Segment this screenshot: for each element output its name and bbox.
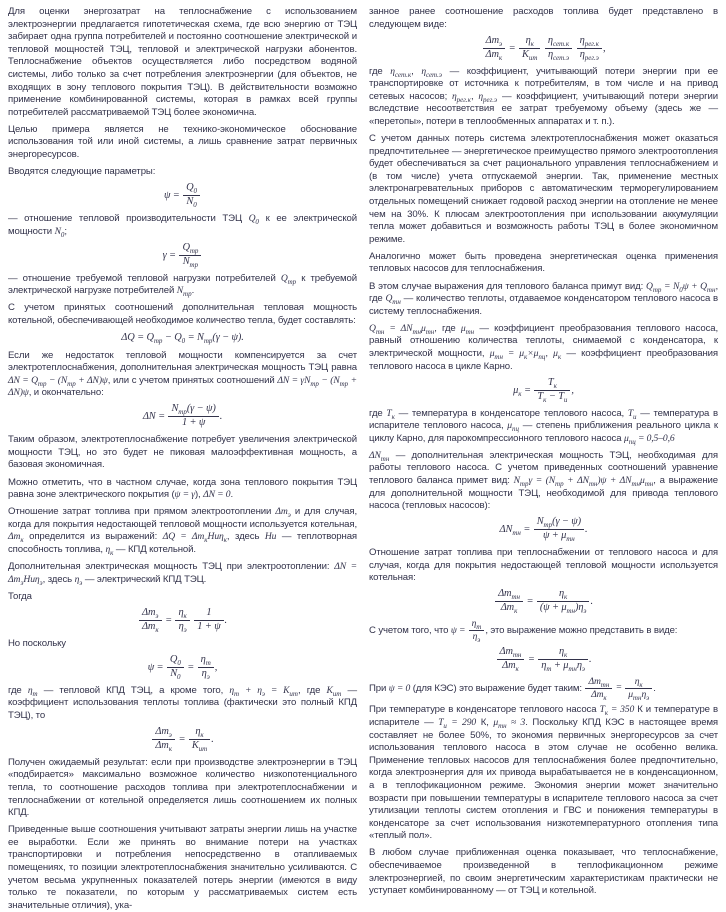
inline-math: $\eta_{сет.э}$ bbox=[421, 65, 442, 79]
fraction: $\frac{Q_0}{N_0}$ bbox=[167, 655, 184, 680]
fraction: $\frac{\Delta m_{тн}}{\Delta m_к}$ bbox=[495, 589, 523, 614]
inline-math: $\eta_{сет.к}$ bbox=[390, 65, 412, 79]
inline-math: $\Delta N = \gamma N_{тр} - (N_{тр} + \Delta N)\psi$ bbox=[8, 374, 358, 399]
paragraph: занное ранее соотношение расходов топлива будет представлено в следующем виде: bbox=[369, 6, 718, 30]
fraction: $\frac{\eta_к}{\eta_э}$ bbox=[175, 608, 189, 633]
inline-math: $\eta_э$ bbox=[74, 573, 83, 587]
inline-math: $\Delta N_{тн}$ bbox=[369, 449, 390, 463]
fraction: $\frac{Q_{тр}}{N_{тр}}$ bbox=[179, 243, 201, 268]
fraction: $\frac{T_к}{T_к - T_и}$ bbox=[534, 378, 570, 403]
fraction: $\frac{N_{тр}(\gamma - \psi)}{\psi + \mu_{тн}}$ bbox=[534, 517, 584, 542]
display-formula bbox=[8, 332, 357, 345]
inline-math: $\frac{\Delta m_э}{\Delta m_к}$ = $\frac{\eta_к}{K_{ит}}$ $\frac{\eta_{сет.к}}{\eta_{сет.э}}$ $\frac{\eta_{рег.к}}{\eta_{рег.э}}$ , bbox=[482, 43, 606, 54]
inline-math: $\frac{\Delta m_{тн}}{\Delta m_к}$ = $\frac{\eta_к}{\eta_т + \mu_{тн}\eta_э}$ . bbox=[496, 654, 592, 665]
inline-math: $\frac{\Delta m_{тн}}{\Delta m_к}$ = $\frac{\eta_к}{\mu_{тн}\eta_э}$ bbox=[584, 682, 653, 693]
paragraph: $Q_{тн} = \Delta N_{тн}\mu_{тн}$, где $\mu_{тн}$ — коэффициент преобразования теплового насоса, равный отношению количества теплоты, снимаемой с конденсатора, к электрической мощности, $\mu_{тн} = \mu_к\times\mu_{пц}$, $\mu_к$ — коэффициент преобразования теплового насоса в цикле Карно. bbox=[369, 322, 719, 372]
paragraph: Целью примера является не технико-экономическое обоснование использования той или иной системы, а лишь сравнение затрат первичных энергоресурсов. bbox=[8, 123, 357, 161]
paragraph: Вводятся следующие параметры: bbox=[8, 166, 156, 178]
paragraph: При температуре в конденсаторе теплового насоса $T_к = 350$ К и температуре в испарителе — $T_и = 290$ К, $\mu_{тн} \approx 3$. Поскольку КПД КЭС в настоящее время составляет не более 50%, то экономия первичных энергоресурсов за счет использования теплового насоса в этом случае не особенно велика. Применение тепловых насосов для теплоснабжения более предпочтительно, когда электроэнергия для их привода вырабатывается не в конденсационном, а в теплофикационном режиме. Экономия энергии может значительно возрасти при повышении температуры в испарителе теплового насоса за счет утилизации теплоты систем отопления и ГВС и понижения температуры в конденсаторе за счет использования низкотемпературного отопления типа «теплый пол». bbox=[369, 704, 718, 842]
display-formula bbox=[369, 589, 718, 614]
fraction: $\frac{N_{тр}(\gamma - \psi)}{1 + \psi}$ bbox=[168, 404, 218, 429]
inline-math: $\eta_т + \eta_э = K_{ит}$ bbox=[229, 684, 298, 698]
fraction: $\frac{\Delta m_э}{\Delta m_к}$ bbox=[483, 36, 506, 61]
display-formula bbox=[8, 404, 357, 429]
inline-math: $\mu_{пц}$ bbox=[507, 420, 519, 434]
inline-math: $Q_0$ bbox=[248, 213, 259, 226]
paragraph: — отношение требуемой тепловой нагрузки потребителей $Q_{тр}$ к требуемой электрической нагрузке потребителей $N_{тр}$. bbox=[8, 272, 357, 299]
paragraph: Для оценки энергозатрат на теплоснабжение с использованием электроэнергии предлагается гипотетическая схема, где всю энергию от ТЭЦ забирает одна группа потребителей и постоянно соотношение электрической и тепловой мощностей ТЭЦ, тепловой и электрической нагрузки абонентов. Теплоснабжение объектов осуществляется либо посредством водяной системы, либо только за счет потребления электроэнергии (для объектов, не входящих в зону теплового покрытия ТЭЦ). В действительности возможно применение комбинированной системы, которая в рамках всей группы потребителей рассматриваемой ТЭЦ более экономична. bbox=[8, 6, 357, 118]
paragraph: Получен ожидаемый результат: если при производстве электроэнергии в ТЭЦ «подбирается» максимально возможное количество низкопотенциального тепла, то соотношение расходов топлива при электротеплоснабжении и теплоснабжении от котельной определяется лишь соотношением их полных КПД. bbox=[8, 756, 357, 819]
inline-math: $Q_{тн} = \Delta N_{тн}\mu_{тн}$ bbox=[369, 322, 435, 336]
inline-math: $\eta_{рег.э}$ bbox=[478, 90, 498, 104]
fraction: $\frac{\Delta m_{тн}}{\Delta m_к}$ bbox=[585, 677, 612, 700]
inline-math: $T_и = 290$ bbox=[438, 716, 477, 730]
fraction: $\frac{\eta_к}{K_{ит}}$ bbox=[189, 727, 210, 752]
inline-math: $N_{тр}\gamma = (N_{тр} + \Delta N_{тн})\psi + \Delta N_{тн}\mu_{тн}$ bbox=[513, 475, 654, 488]
paragraph: $\Delta N_{тн}$ — дополнительная электрическая мощность ТЭЦ, необходимая для работы теплового насоса. С учетом приведенных соотношений уравнение теплового баланса примет вид: $N_{тр}\gamma = (N_{тр} + \Delta N_{тн})\psi + \Delta N_{тн}\mu_{тн}$, а выражение для дополнительной мощности ТЭЦ, необходимой для привода теплового насоса (тепловых насосов): bbox=[369, 449, 718, 512]
inline-math: $\frac{\Delta m_э}{\Delta m_к}$ = $\frac{\eta_к}{K_{ит}}$ . bbox=[151, 734, 213, 745]
paragraph: Таким образом, электротеплоснабжение потребует увеличения электрической мощности ТЭЦ, но это будет не пиковая малоэффективная мощность, а базовая экономичная. bbox=[8, 434, 357, 471]
paragraph: С учетом данных потерь система электротеплоснабжения может оказаться предпочтительнее — энергетическое преимущество прямого электроотопления будет обеспечиваться за счет рационального управления теплоснабжением и (в том числе) учета отпускаемой энергии. Так, применение местных электронагревательных приборов с автоматическим терморегулированием отдельных помещений снижает годовой расход энергии на отопление не менее чем на 30%. К плюсам электроотопления при использовании аккумуляции тепла может добавиться и возможность работы ТЭЦ в более экономичном режиме. bbox=[369, 133, 718, 245]
paragraph: где $T_к$ — температура в конденсаторе теплового насоса, $T_и$ — температура в испарителе теплового насоса, $\mu_{пц}$ — степень приближения реального цикла к циклу Карно, для парокомпрессионного теплового насоса $\mu_{пц} = 0,5-0,6$ bbox=[369, 407, 718, 446]
display-formula bbox=[8, 183, 357, 208]
fraction: $\frac{\eta_т}{\eta_э}$ bbox=[469, 619, 485, 642]
display-formula bbox=[369, 517, 718, 542]
paragraph: Но поскольку bbox=[8, 637, 66, 649]
fraction: $\frac{\Delta m_э}{\Delta m_к}$ bbox=[152, 727, 175, 752]
display-formula bbox=[8, 243, 357, 268]
fraction: $\frac{\Delta m_э}{\Delta m_к}$ bbox=[139, 608, 162, 633]
inline-math: $\eta_т$ bbox=[27, 684, 38, 698]
paragraph: С учетом того, что ψ = $\frac{\eta_т}{\eta_э}$ , это выражение можно представить в виде: bbox=[369, 618, 678, 645]
inline-math: ΔN = 0 bbox=[203, 489, 231, 501]
inline-math: $\eta_к$ bbox=[105, 544, 114, 557]
inline-math: $\Delta Q = \Delta m_кHu\eta_к$ bbox=[162, 531, 227, 545]
inline-math: $\frac{\Delta m_э}{\Delta m_к}$ = $\frac{\eta_к}{\eta_э}$ $\frac{1}{1 + \psi}$ . bbox=[138, 615, 227, 626]
inline-math: $N_{тр}$ bbox=[176, 285, 192, 299]
paragraph: где $\eta_т$ — тепловой КПД ТЭЦ, а кроме того, $\eta_т + \eta_э = K_{ит}$, где $K_{ит}$ — коэффициент использования теплоты топлива (фактически это полный КПД ТЭЦ), то bbox=[8, 684, 358, 721]
inline-math: $\mu_{тн} \approx 3$ bbox=[493, 716, 526, 730]
paragraph: С учетом принятых соотношений дополнительная тепловая мощность котельной, обеспечивающей необходимое количество тепла, будет составлять: bbox=[8, 302, 357, 326]
paragraph: Отношение затрат топлива при теплоснабжении от теплового насоса и для случая, когда для покрытия недостающей тепловой мощности используется котельная: bbox=[369, 547, 718, 584]
inline-math: $\mu_к$ bbox=[553, 348, 562, 361]
fraction: $\frac{\Delta m_{тн}}{\Delta m_к}$ bbox=[497, 647, 525, 672]
fraction: $\frac{\eta_{сет.к}}{\eta_{сет.э}}$ bbox=[545, 36, 572, 61]
fraction: $\frac{Q_0}{N_0}$ bbox=[183, 183, 200, 208]
display-formula bbox=[369, 36, 718, 61]
inline-math: ψ = $\frac{Q_0}{N_0}$ bbox=[164, 190, 201, 201]
display-formula bbox=[369, 647, 718, 672]
inline-math: $Q_{тн}$ bbox=[385, 293, 401, 307]
inline-math: $\Delta N_{тн}$ = $\frac{N_{тр}(\gamma - \psi)}{\psi + \mu_{тн}}$ . bbox=[499, 516, 588, 544]
fraction: $\frac{\eta_к}{\eta_т + \mu_{тн}\eta_э}$ bbox=[538, 647, 588, 672]
inline-math: γ = $\frac{Q_{тр}}{N_{тр}}$ bbox=[163, 250, 203, 261]
inline-math: $T_к = 350$ bbox=[599, 704, 635, 718]
fraction: $\frac{\eta_{рег.к}}{\eta_{рег.э}}$ bbox=[577, 36, 602, 61]
paragraph: Тогда bbox=[8, 590, 32, 602]
inline-math: $\Delta N = \Delta m_эHu\eta_э$ bbox=[8, 561, 357, 587]
inline-math: ψ = $\frac{\eta_т}{\eta_э}$ bbox=[451, 625, 485, 636]
display-formula bbox=[8, 727, 357, 752]
inline-math: ψ = 0 bbox=[388, 682, 411, 694]
inline-math: $T_и$ bbox=[627, 407, 637, 421]
inline-math: $K_{ит}$ bbox=[326, 684, 342, 698]
inline-math: $\mu_{тн}$ bbox=[460, 322, 475, 336]
inline-math: $\mu_{пц} = 0,5-0,6$ bbox=[623, 432, 675, 446]
paragraph: — отношение тепловой производительности ТЭЦ $Q_0$ к ее электрической мощности $N_0$; bbox=[8, 213, 357, 239]
paragraph: При ψ = 0 (для КЭС) это выражение будет таким: $\frac{\Delta m_{тн}}{\Delta m_к}$ = $\frac{\eta_к}{\mu_{тн}\eta_э}$ . bbox=[369, 675, 656, 702]
paragraph: Если же недостаток тепловой мощности компенсируется за счет электротеплоснабжения, дополнительная электрическая мощность ТЭЦ равна $\Delta N = Q_{тр} - (N_{тр} + \Delta N)\psi$, или с учетом принятых соотношений $\Delta N = \gamma N_{тр} - (N_{тр} + \Delta N)\psi$, и окончательно: bbox=[8, 349, 358, 399]
fraction: $\frac{\eta_к}{(\psi + \mu_{тн})\eta_э}$ bbox=[537, 589, 590, 614]
inline-math: ψ = γ bbox=[174, 489, 195, 501]
fraction: $\frac{\eta_к}{K_{ит}}$ bbox=[519, 36, 540, 61]
display-formula bbox=[8, 655, 357, 680]
inline-math: $\Delta Q = Q_{тр} - Q_0 = N_{тр}(\gamma - \psi)$. bbox=[121, 331, 244, 346]
paragraph: Дополнительная электрическая мощность ТЭЦ при электроотоплении: $\Delta N = \Delta m_эHu\eta_э$, здесь $\eta_э$ — электрический КПД ТЭЦ. bbox=[8, 561, 357, 587]
inline-math: $\Delta N = Q_{тр} - (N_{тр} + \Delta N)\psi$ bbox=[8, 374, 108, 388]
paragraph: Приведенные выше соотношения учитывают затраты энергии лишь на участке ее выработки. Если же принять во внимание потери на участках транспортировки и потребления непосредственно в отапливаемых помещениях, то позиции электротеплоснабжения значительно усиливаются. С учетом весьма укрупненных показателей потерь энергии (имеются в виду только те показатели, по которым у рассматриваемых систем есть значительные отличия), ука- bbox=[8, 824, 357, 911]
inline-math: $\mu_{тн} = \mu_к\times\mu_{пц}$ bbox=[489, 348, 546, 361]
paragraph: Аналогично может быть проведена энергетическая оценка применения тепловых насосов для теплоснабжения. bbox=[369, 250, 718, 275]
paragraph: В любом случае приближенная оценка показывает, что теплоснабжение, обеспечиваемое произведенной в теплофикационном режиме электроэнергией, по своим энергетическим характеристикам практически не уступает комбинированному — от ТЭЦ и котельной. bbox=[369, 847, 718, 897]
paragraph: Отношение затрат топлива при прямом электроотоплении $\Delta m_э$ и для случая, когда для покрытия недостающей тепловой мощности используется котельная, $\Delta m_к$ определится из выражений: $\Delta Q = \Delta m_кHu\eta_к$, здесь Hu — теплотворная способность топлива, $\eta_к$ — КПД котельной. bbox=[8, 506, 357, 557]
right-column bbox=[369, 6, 719, 897]
fraction: $\frac{\eta_т}{\eta_э}$ bbox=[198, 655, 214, 680]
inline-math: ΔN = $\frac{N_{тр}(\gamma - \psi)}{1 + \psi}$ . bbox=[142, 403, 223, 429]
inline-math: $N_0$ bbox=[54, 225, 65, 239]
display-formula bbox=[8, 608, 357, 633]
inline-math: $\mu_к$ = $\frac{T_к}{T_к - T_и}$ , bbox=[513, 376, 574, 404]
inline-math: $\eta_{рег.к}$ bbox=[452, 90, 471, 104]
inline-math: $Q_{тр}$ bbox=[280, 272, 297, 286]
left-column bbox=[8, 6, 358, 911]
inline-math: $\Delta m_к$ bbox=[8, 531, 24, 545]
inline-math: $Q_{тр} = N_0\psi + Q_{тн}$ bbox=[646, 280, 716, 294]
inline-math: $T_к$ bbox=[386, 407, 395, 421]
inline-math: ψ = $\frac{Q_0}{N_0}$ = $\frac{\eta_т}{\eta_э}$ , bbox=[147, 653, 218, 681]
paragraph: Можно отметить, что в частном случае, когда зона теплового покрытия ТЭЦ равна зоне электрического покрытия (ψ = γ), ΔN = 0. bbox=[8, 476, 357, 501]
fraction: $\frac{1}{1 + \psi}$ bbox=[194, 608, 223, 633]
inline-math: Hu bbox=[264, 531, 277, 543]
paragraph: В этом случае выражения для теплового баланса примут вид: $Q_{тр} = N_0\psi + Q_{тн}$, где $Q_{тн}$ — количество теплоты, отдаваемое конденсатором теплового насоса в систему теплоснабжения. bbox=[369, 280, 718, 317]
display-formula bbox=[369, 378, 718, 403]
fraction: $\frac{\eta_к}{\mu_{тн}\eta_э}$ bbox=[625, 677, 652, 700]
paragraph: где $\eta_{сет.к}$, $\eta_{сет.э}$ — коэффициент, учитывающий потери энергии при ее транспортировке от источника к потребителям, в том числе и на привод сетевых насосов; $\eta_{рег.к}$, $\eta_{рег.э}$ — коэффициент, учитывающий потери энергии вследствие несоответствия ее затрат требуемому объему (здесь же — «перетопы», потери в теплообменных аппаратах и т. п.). bbox=[369, 65, 719, 127]
inline-math: $\frac{\Delta m_{тн}}{\Delta m_к}$ = $\frac{\eta_к}{(\psi + \mu_{тн})\eta_э}$ . bbox=[494, 596, 593, 607]
inline-math: $\Delta m_э$ bbox=[275, 506, 291, 520]
